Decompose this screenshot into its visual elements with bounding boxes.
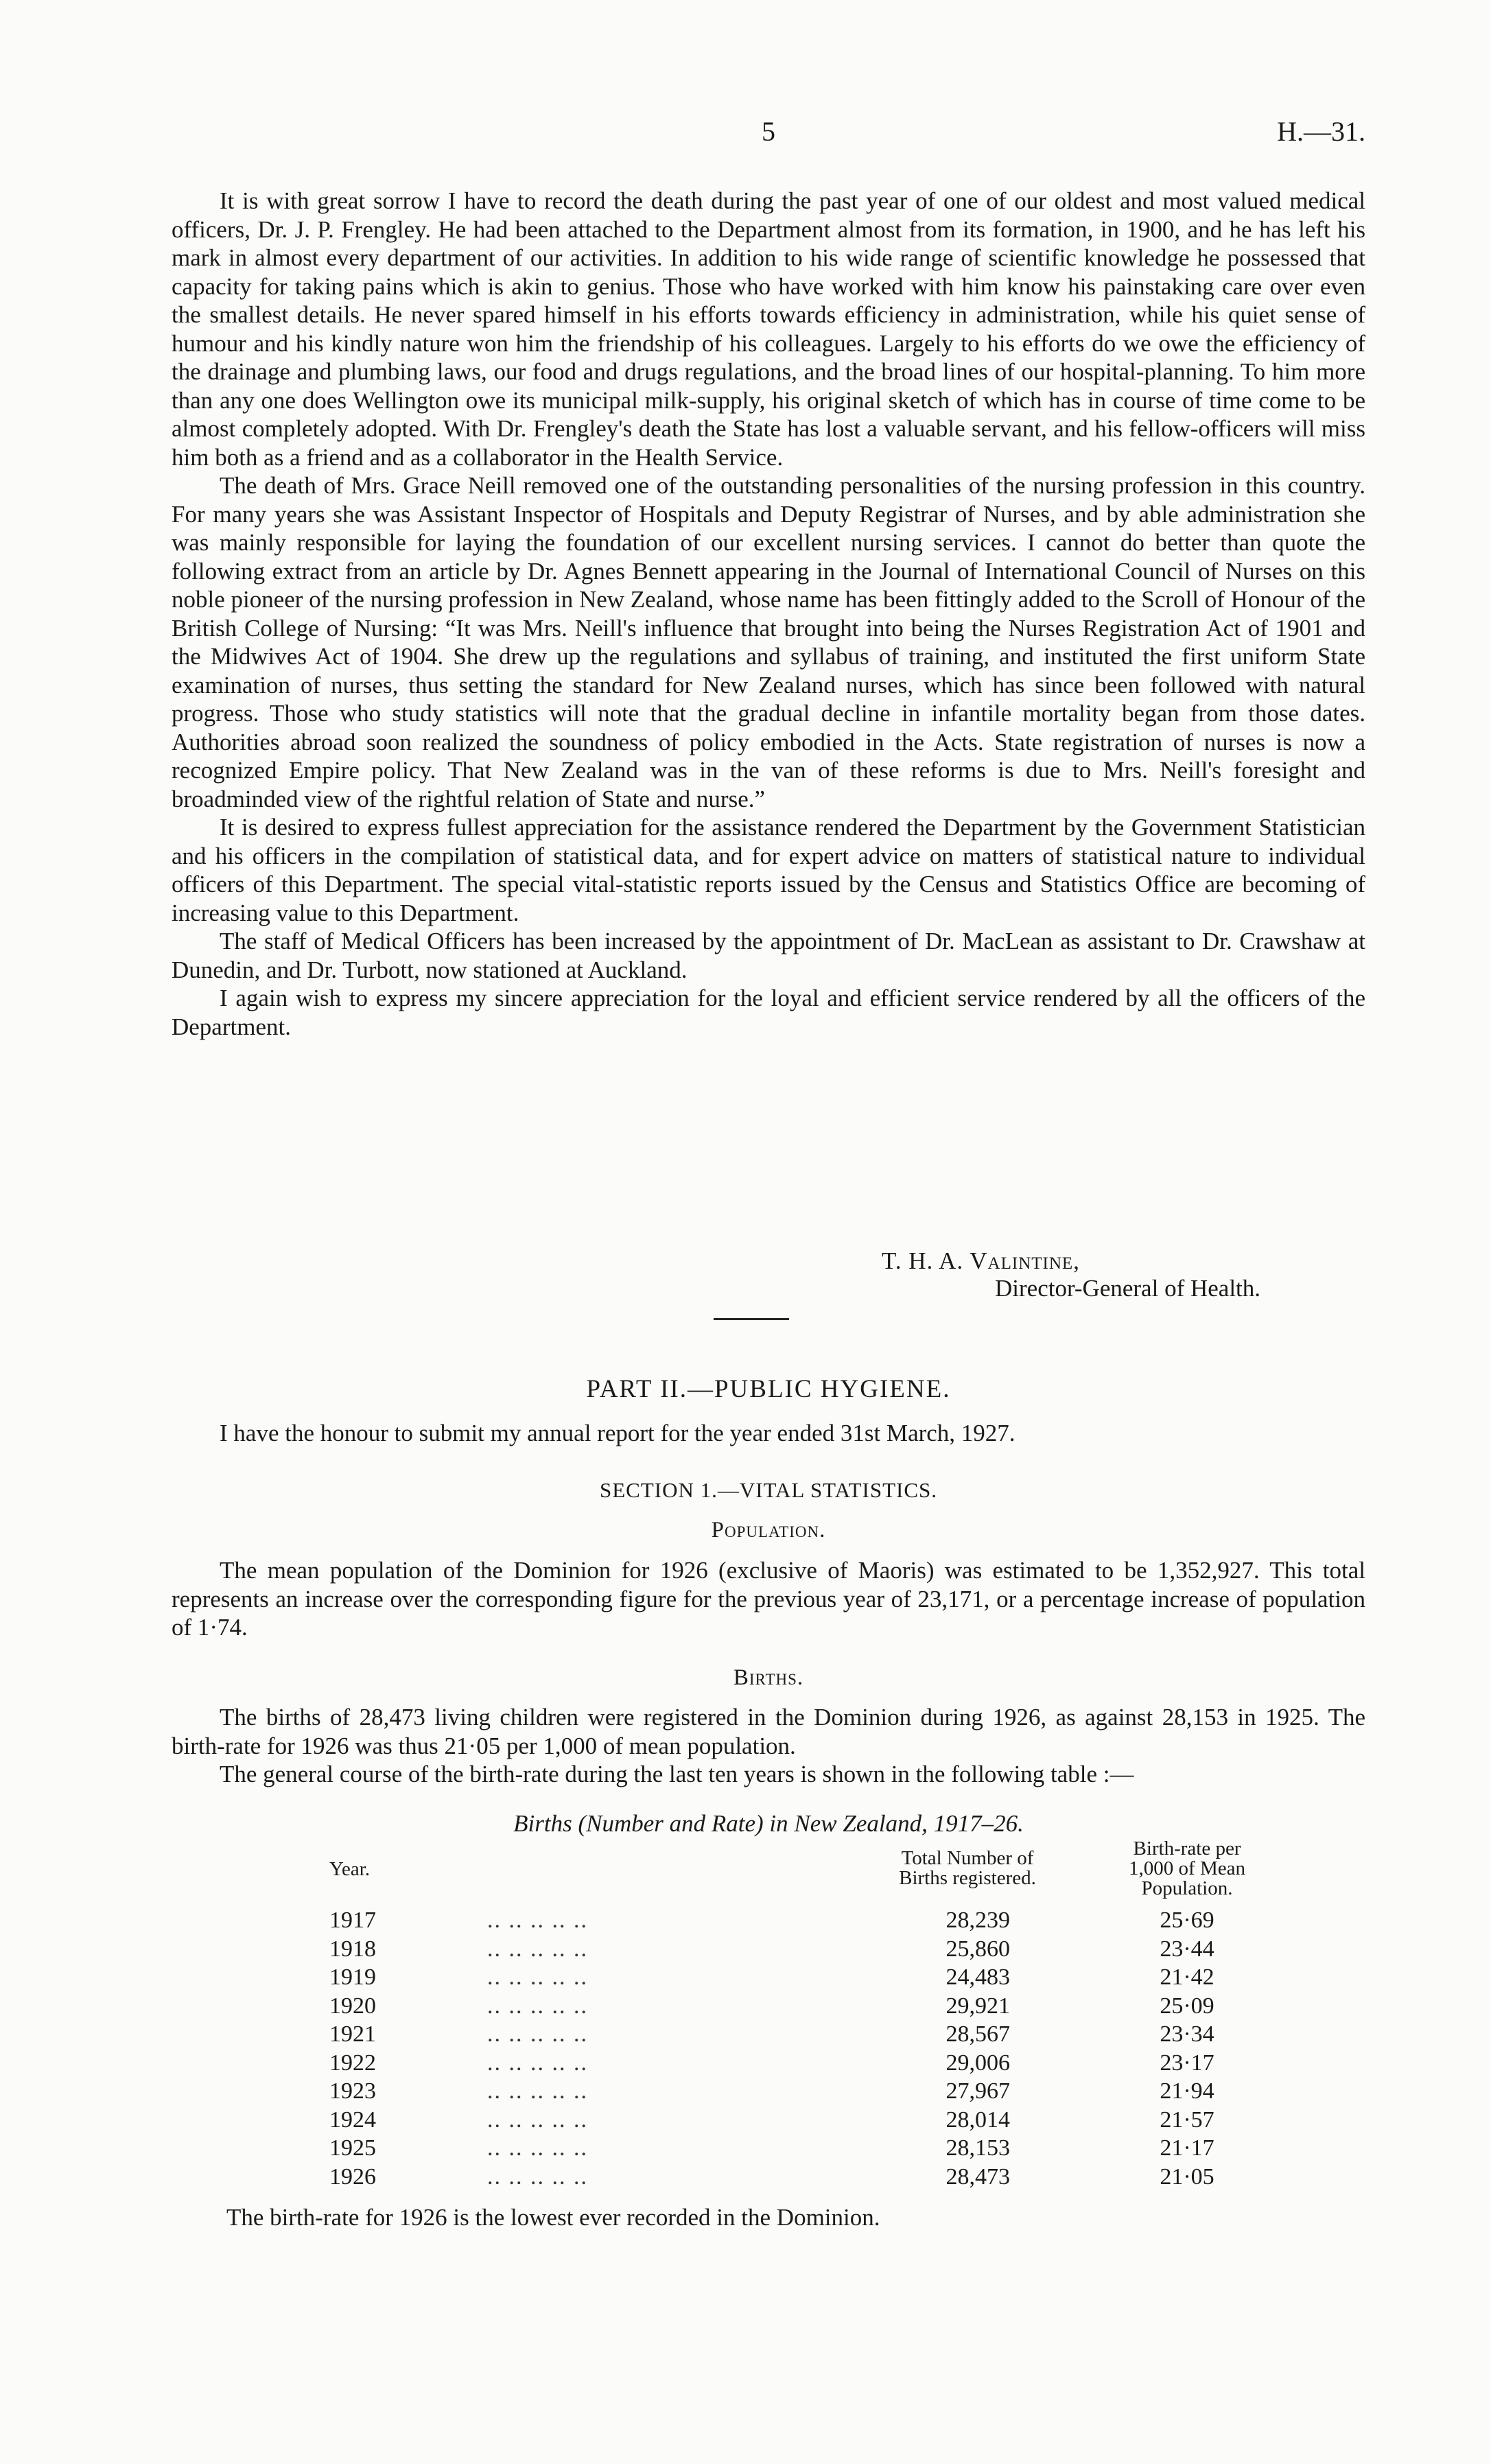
row-rate: 21·17 xyxy=(1160,2135,1214,2161)
row-rate: 21·94 xyxy=(1160,2078,1214,2104)
births-text: The births of 28,473 living children were registered in the Dominion during 1926, as against 28,153 in 1925. The birth-rate for 1926 was thus 21·05 per 1,000 of mean population. xyxy=(172,1704,1365,1759)
leader-dots: .. .. .. .. .. xyxy=(487,2021,588,2047)
paragraph-neill: The death of Mrs. Grace Neill removed one of the outstanding personalities of the nursing profession in this country. For many years she was Assistant Inspector of Hospitals and Deputy Registrar of Nurses, and by able administration she was mainly responsible for laying the foundation of our excellent nursing services. I cannot do better than quote the following extract from an article by Dr. Agnes Bennett appearing in the Journal of International Council of Nurses on this noble pioneer of the nursing profession in New Zealand, whose name has been fittingly added to the Scroll of Honour of the British College of Nursing: “It was Mrs. Neill's influence that brought into being the Nurses Registration Act of 1901 and the Midwives Act of 1904. She drew up the regulations and syllabus of training, and instituted the first uniform State examination of nurses, thus setting the standard for New Zealand nurses, which has since been followed with natural progress. Those who study statistics will note that the gradual decline in infantile mortality began from those dates. Authorities abroad soon realized the soundness of policy embodied in the Acts. State registration of nurses is now a recognized Empire policy. That New Zealand was in the van of these reforms is due to Mrs. Neill's foresight and broadminded view of the rightful relation of State and nurse.” xyxy=(172,472,1365,812)
row-year: 1920 xyxy=(329,1993,376,2019)
column-header-rate-line2: 1,000 of Mean xyxy=(1129,1857,1245,1879)
row-year: 1926 xyxy=(329,2163,376,2190)
leader-dots: .. .. .. .. .. xyxy=(487,1936,588,1962)
table-row xyxy=(329,2107,1290,2135)
row-year: 1923 xyxy=(329,2078,376,2104)
row-births: 29,006 xyxy=(946,2050,1010,2076)
row-births: 27,967 xyxy=(946,2078,1010,2104)
row-rate: 23·44 xyxy=(1160,1936,1214,1962)
table-row xyxy=(329,2050,1290,2078)
row-rate: 21·42 xyxy=(1160,1964,1214,1990)
closing-remark: The birth-rate for 1926 is the lowest ever recorded in the Dominion. xyxy=(226,2204,880,2231)
row-year: 1918 xyxy=(329,1936,376,1962)
row-births: 28,473 xyxy=(946,2163,1010,2190)
row-births: 28,239 xyxy=(946,1908,1010,1933)
column-header-rate-line1: Birth-rate per xyxy=(1133,1838,1241,1859)
row-rate: 23·34 xyxy=(1160,2021,1214,2047)
section-divider xyxy=(714,1318,789,1320)
row-births: 25,860 xyxy=(946,1936,1010,1962)
row-year: 1919 xyxy=(329,1964,376,1990)
table-row xyxy=(329,1908,1290,1936)
table-row xyxy=(329,2164,1290,2192)
row-year: 1924 xyxy=(329,2107,376,2133)
leader-dots: .. .. .. .. .. xyxy=(487,2107,588,2133)
row-rate: 23·17 xyxy=(1160,2050,1214,2076)
table-title: Births (Number and Rate) in New Zealand, 1917–26. xyxy=(513,1810,1024,1837)
row-births: 28,153 xyxy=(946,2135,1010,2161)
table-row xyxy=(329,2135,1290,2163)
column-header-births xyxy=(878,1849,1057,1888)
paragraph-appreciation: I again wish to express my sincere appreciation for the loyal and efficient service rendered by all the officers of the Department. xyxy=(172,985,1365,1040)
signature-title: Director-General of Health. xyxy=(995,1275,1261,1302)
section-title: SECTION 1.—VITAL STATISTICS. xyxy=(599,1478,938,1502)
table-row xyxy=(329,1993,1290,2021)
leader-dots: .. .. .. .. .. xyxy=(487,2078,588,2104)
part-intro-text: I have the honour to submit my annual report for the year ended 31st March, 1927. xyxy=(220,1420,1015,1446)
row-births: 24,483 xyxy=(946,1964,1010,1990)
column-header-births-line1: Total Number of xyxy=(901,1847,1034,1869)
population-heading: Population. xyxy=(711,1518,826,1542)
row-year: 1925 xyxy=(329,2135,376,2161)
births-heading: Births. xyxy=(733,1665,804,1690)
leader-dots: .. .. .. .. .. xyxy=(487,1964,588,1990)
column-header-year: Year. xyxy=(329,1858,371,1880)
paragraph-staff: The staff of Medical Officers has been increased by the appointment of Dr. MacLean as assistant to Dr. Crawshaw at Dunedin, and Dr. Turbott, now stationed at Auckland. xyxy=(172,928,1365,983)
column-header-rate xyxy=(1118,1839,1256,1899)
document-reference: H.—31. xyxy=(1277,116,1365,147)
signature-name: T. H. A. Valintine, xyxy=(882,1247,1080,1274)
column-header-births-line2: Births registered. xyxy=(899,1867,1036,1889)
row-births: 28,567 xyxy=(946,2021,1010,2047)
row-births: 28,014 xyxy=(946,2107,1010,2133)
column-header-rate-line3: Population. xyxy=(1141,1877,1233,1899)
row-births: 29,921 xyxy=(946,1993,1010,2019)
table-row xyxy=(329,1936,1290,1964)
row-rate: 25·09 xyxy=(1160,1993,1214,2019)
row-rate: 25·69 xyxy=(1160,1908,1214,1933)
population-text: The mean population of the Dominion for 1926 (exclusive of Maoris) was estimated to be 1,352,927. This total represents an increase over the corresponding figure for the previous year of 23,171, or a percentage increase of population of 1·74. xyxy=(172,1557,1365,1641)
table-row xyxy=(329,2021,1290,2050)
row-year: 1922 xyxy=(329,2050,376,2076)
leader-dots: .. .. .. .. .. xyxy=(487,2135,588,2161)
births-table-intro: The general course of the birth-rate during the last ten years is shown in the following table :— xyxy=(220,1761,1134,1787)
table-row xyxy=(329,2078,1290,2107)
row-year: 1921 xyxy=(329,2021,376,2047)
paragraph-statistician: It is desired to express fullest appreciation for the assistance rendered the Department by the Government Statistician and his officers in the compilation of statistical data, and for expert advice on matters of statistical nature to individual officers of this Department. The special vital-statistic reports issued by the Census and Statistics Office are becoming of increasing value to this Department. xyxy=(172,814,1365,926)
page-header xyxy=(172,115,1365,156)
leader-dots: .. .. .. .. .. xyxy=(487,2050,588,2076)
part-title: PART II.—PUBLIC HYGIENE. xyxy=(586,1375,951,1403)
row-rate: 21·05 xyxy=(1160,2163,1214,2190)
page-number: 5 xyxy=(762,116,775,147)
leader-dots: .. .. .. .. .. xyxy=(487,1993,588,2019)
population-section xyxy=(172,1556,1365,1642)
leader-dots: .. .. .. .. .. xyxy=(487,1908,588,1933)
paragraph-frengley: It is with great sorrow I have to record the death during the past year of one of our oldest and most valued medical officers, Dr. J. P. Frengley. He had been attached to the Department almost from its formation, in 1900, and he has left his mark in almost every department of our activities. In addition to his wide range of scientific knowledge he possessed that capacity for taking pains which is akin to genius. Those who have worked with him know his painstaking care over even the smallest details. He never spared himself in his efforts towards efficiency in administration, while his quiet sense of humour and his kindly nature won him the friendship of his colleagues. Largely to his efforts do we owe the efficiency of the drainage and plumbing laws, our food and drugs regulations, and the broad lines of our hospital-planning. To him more than any one does Wellington owe its municipal milk-supply, his original sketch of which has in course of time come to be almost completely adopted. With Dr. Frengley's death the State has lost a valuable servant, and his fellow-officers will miss him both as a friend and as a collaborator in the Health Service. xyxy=(172,187,1365,471)
row-rate: 21·57 xyxy=(1160,2107,1214,2133)
table-row xyxy=(329,1964,1290,1993)
leader-dots: .. .. .. .. .. xyxy=(487,2163,588,2190)
row-year: 1917 xyxy=(329,1908,376,1933)
births-section xyxy=(172,1703,1365,1789)
intro-text xyxy=(172,187,1365,1041)
part-intro xyxy=(172,1419,1365,1448)
